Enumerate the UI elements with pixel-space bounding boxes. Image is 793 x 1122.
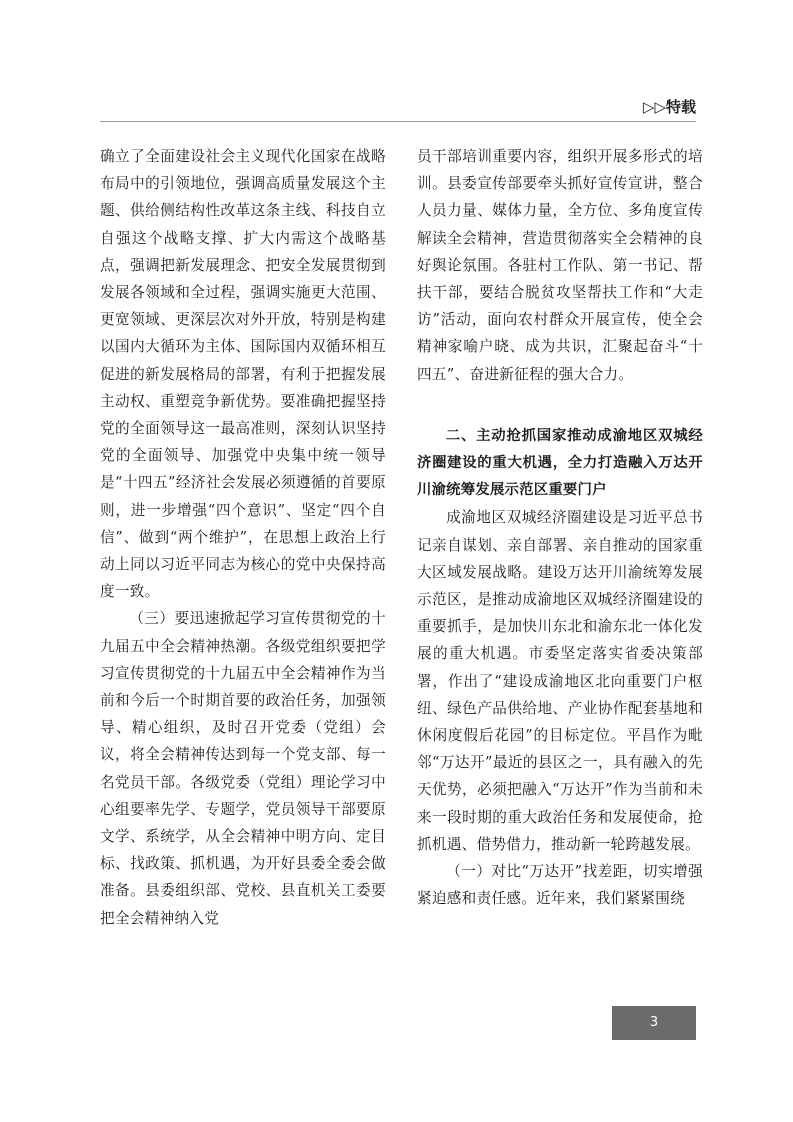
header-divider bbox=[100, 121, 696, 122]
left-column bbox=[100, 143, 386, 932]
body-paragraph: 成渝地区双城经济圈建设是习近平总书记亲自谋划、亲自部署、亲自推动的国家重大区域发展战略。建设万达开川渝统筹发展示范区，是推动成渝地区双城经济圈建设的重要抓手，是加快川东北和渝东北一体化发展的重大机遇。市委坚定落实省委决策部署，作出了“建设成渝地区北向重要门户枢纽、绿色产品供给地、产业协作配套基地和休闲度假后花园”的目标定位。平昌作为毗邻“万达开”最近的县区之一，具有融入的先天优势，必须把融入“万达开”作为当前和未来一段时期的重大政治任务和发展使命，抢抓机遇、借势借力，推动新一轮跨越发展。 bbox=[417, 509, 703, 853]
section-heading: 二、主动抢抓国家推动成渝地区双城经济圈建设的重大机遇，全力打造融入万达开川渝统筹发展示范区重要门户 bbox=[417, 427, 703, 499]
page-number: 3 bbox=[612, 1006, 696, 1040]
body-paragraph: （一）对比“万达开”找差距，切实增强紧迫感和责任感。近年来，我们紧紧围绕 bbox=[417, 863, 703, 908]
right-column bbox=[417, 143, 703, 912]
body-paragraph: 确立了全面建设社会主义现代化国家在战略布局中的引领地位，强调高质量发展这个主题、供给侧结构性改革这条主线、科技自立自强这个战略支撑、扩大内需这个战略基点，强调把新发展理念、把安全发展贯彻到发展各领域和全过程，强调实施更大范围、更宽领域、更深层次对外开放，特别是构建以国内大循环为主体、国际国内双循环相互促进的新发展格局的部署，有利于把握发展主动权、重塑竞争新优势。要准确把握坚持党的全面领导这一最高准则，深刻认识坚持党的全面领导、加强党中央集中统一领导是“十四五”经济社会发展必须遵循的首要原则，进一步增强“四个意识”、坚定“四个自信”、做到“两个维护”，在思想上政治上行动上同以习近平同志为核心的党中央保持高度一致。 bbox=[100, 148, 386, 601]
section-header: ▷▷特载 bbox=[642, 98, 696, 116]
body-paragraph: 员干部培训重要内容，组织开展多形式的培训。县委宣传部要牵头抓好宣传宣讲，整合人员力量、媒体力量，全方位、多角度宣传解读全会精神，营造贯彻落实全会精神的良好舆论氛围。各驻村工作队、第一书记、帮扶干部，要结合脱贫攻坚帮扶工作和“大走访”活动，面向农村群众开展宣传，使全会精神家喻户晓、成为共识，汇聚起奋斗“十四五”、奋进新征程的强大合力。 bbox=[417, 148, 703, 383]
body-paragraph: （三）要迅速掀起学习宣传贯彻党的十九届五中全会精神热潮。各级党组织要把学习宣传贯彻党的十九届五中全会精神作为当前和今后一个时期首要的政治任务，加强领导、精心组织，及时召开党委（党组）会议，将全会精神传达到每一个党支部、每一名党员干部。各级党委（党组）理论学习中心组要率先学、专题学，党员领导干部要原文学、系统学，从全会精神中明方向、定目标、找政策、抓机遇，为开好县委全委会做准备。县委组织部、党校、县直机关工委要把全会精神纳入党 bbox=[100, 610, 386, 927]
